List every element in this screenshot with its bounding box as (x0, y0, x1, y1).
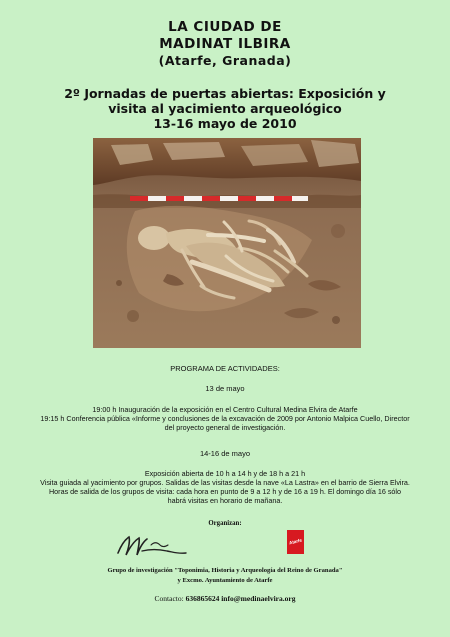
poster-title-line-3: (Atarfe, Granada) (158, 53, 292, 68)
atarfe-logo-text: Atarfe (288, 537, 303, 546)
contact-line (0, 594, 450, 603)
organizer-group-line: Grupo de investigación "Toponimia, Historia y Arqueología del Reino de Granada" (107, 567, 343, 574)
program-day-2-line-3: Horas de salida de los grupos de visita: cada hora en punto de 9 a 12 h y de 16 a 19 h. El domingo día 16 sólo (48, 487, 402, 496)
event-title-line-2: visita al yacimiento arqueológico (108, 101, 342, 116)
program-day-1-line-3: del proyecto general de investigación. (164, 423, 286, 432)
poster-title-line-1: LA CIUDAD DE (168, 19, 282, 35)
atarfe-logo (287, 530, 304, 554)
program-heading: PROGRAMA DE ACTIVIDADES: (170, 364, 280, 373)
program-day-2-line-1: Exposición abierta de 10 h a 14 h y de 18 h a 21 h (144, 469, 306, 478)
contact-email: info@medinaelvira.org (221, 594, 296, 603)
poster-title-line-2: MADINAT ILBIRA (159, 36, 291, 52)
organizer-city-line: y Excmo. Ayuntamiento de Atarfe (177, 577, 273, 584)
program-day-2-date: 14-16 de mayo (199, 449, 251, 458)
contact-label: Contacto: (154, 594, 184, 603)
program-day-1-line-1: 19:00 h Inauguración de la exposición en el Centro Cultural Medina Elvira de Atarfe (92, 405, 358, 414)
contact-phone: 636865624 (185, 594, 220, 603)
excavation-photo (93, 138, 361, 348)
excavation-photo-illustration (93, 138, 361, 348)
organizers-label: Organizan: (208, 520, 242, 527)
event-dates: 13-16 mayo de 2010 (153, 116, 297, 131)
program-day-1-date: 13 de mayo (205, 384, 245, 393)
event-title-line-1: 2º Jornadas de puertas abiertas: Exposición y (64, 86, 386, 101)
program-day-1-line-2: 19:15 h Conferencia pública «Informe y conclusiones de la excavación de 2009 por Antonio Malpica Cuello, Director (40, 414, 410, 423)
program-day-2-line-2: Visita guiada al yacimiento por grupos. Salidas de las visitas desde la nave «La Lastra» en el barrio de Sierra Elvira. (40, 478, 410, 487)
program-day-2-line-4: habrá visitas en horario de mañana. (167, 496, 283, 505)
handwritten-signature-logo (112, 531, 194, 561)
